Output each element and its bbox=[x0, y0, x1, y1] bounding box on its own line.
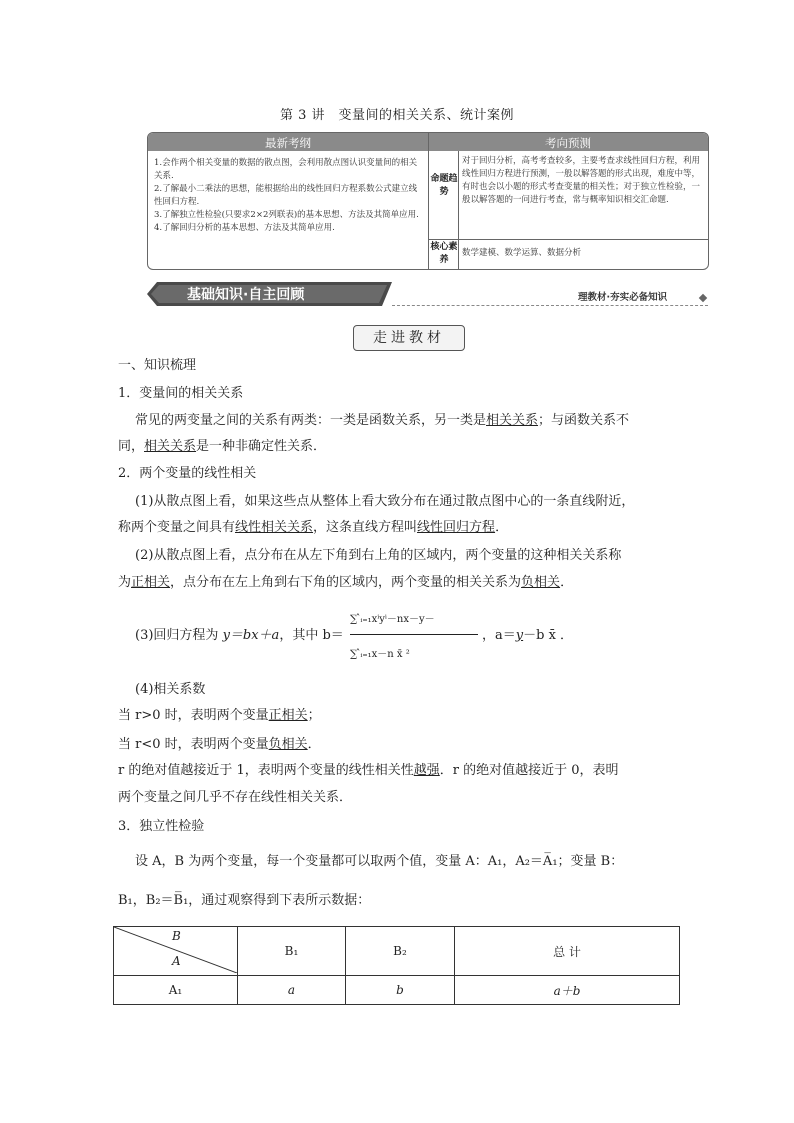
table-cell: a bbox=[238, 976, 346, 1005]
formula-numerator: ∑ ̂ᵢ₌₁xⁱyⁱ－nx－y－ bbox=[350, 614, 435, 625]
paragraph: (1)从散点图上看，如果这些点从整体上看大致分布在通过散点图中心的一条直线附近， bbox=[135, 494, 635, 509]
table-header-cell: 总 计 bbox=[455, 927, 680, 976]
table-row bbox=[114, 976, 680, 1005]
paragraph: (4)相关系数 bbox=[135, 682, 206, 697]
paragraph: 同，相关关系是一种非确定性关系． bbox=[118, 439, 327, 454]
paragraph: (3)回归方程为 y＝bx＋a，其中 b＝ bbox=[135, 628, 344, 643]
paragraph: 当 r<0 时，表明两个变量负相关． bbox=[118, 737, 321, 752]
subsection-heading: 2．两个变量的线性相关 bbox=[118, 466, 257, 481]
label-divider bbox=[458, 151, 459, 269]
paragraph: B₁，B₂＝B̅₁，通过观察得到下表所示数据： bbox=[118, 893, 371, 908]
page-title: 第 3 讲 变量间的相关关系、统计案例 bbox=[279, 108, 515, 123]
paragraph: 设 A，B 为两个变量，每一个变量都可以取两个值，变量 A：A₁，A₂＝A̅₁；变量 B： bbox=[135, 854, 624, 869]
header-table bbox=[147, 132, 709, 270]
paragraph: 两个变量之间几乎不存在线性相关关系． bbox=[118, 790, 353, 805]
trend-label: 命题趋势 bbox=[430, 174, 458, 197]
paragraph: r 的绝对值越接近于 1，表明两个变量的线性相关性越强．r 的绝对值越接近于 0，表明 bbox=[118, 763, 619, 778]
diamond-icon bbox=[699, 294, 707, 302]
paragraph: ，a＝y－b x̄ ． bbox=[482, 628, 574, 643]
outline-list bbox=[154, 157, 422, 235]
outline-item: 3.了解独立性检验(只要求2×2列联表)的基本思想、方法及其简单应用. bbox=[154, 210, 419, 220]
column-divider bbox=[428, 133, 429, 269]
section-banner bbox=[147, 282, 392, 306]
table-header-cell: B₂ bbox=[346, 927, 455, 976]
table-header-cell: B₁ bbox=[238, 927, 346, 976]
banner-divider bbox=[392, 305, 708, 307]
corner-label-a: A bbox=[172, 954, 181, 968]
corner-label-b: B bbox=[172, 929, 181, 943]
subsection-heading: 3．独立性检验 bbox=[118, 819, 205, 834]
core-text: 数学建模、数学运算、数据分析 bbox=[462, 248, 582, 258]
paragraph: 为正相关，点分布在左上角到右下角的区域内，两个变量的相关关系为负相关． bbox=[118, 575, 574, 590]
formula-denominator: ∑ ̂ᵢ₌₁x－n x̄ ² bbox=[350, 649, 410, 660]
table-cell: a＋b bbox=[455, 976, 680, 1005]
outline-item: 4.了解回归分析的基本思想、方法及其简单应用. bbox=[154, 223, 335, 233]
outline-item: 2.了解最小二乘法的思想，能根据给出的线性回归方程系数公式建立线性回归方程. bbox=[154, 184, 418, 207]
section-heading: 一、知识梳理 bbox=[118, 358, 197, 373]
banner-text: 基础知识·自主回顾 bbox=[187, 287, 305, 303]
paragraph: 称两个变量之间具有线性相关关系，这条直线方程叫线性回归方程． bbox=[118, 520, 509, 535]
table-corner-cell bbox=[114, 927, 238, 976]
paragraph: 当 r>0 时，表明两个变量正相关； bbox=[118, 708, 321, 723]
banner-subtitle: 理教材·夯实必备知识 bbox=[578, 292, 668, 303]
paragraph: (2)从散点图上看，点分布在从左下角到右上角的区域内，两个变量的这种相关关系称 bbox=[135, 548, 622, 563]
section-badge: 走进教材 bbox=[353, 325, 465, 351]
trend-text: 对于回归分析，高考考查较多，主要考查求线性回归方程，利用线性回归方程进行预测，一般以解答题的形式出现，难度中等，有时也会以小题的形式考查变量的相关性；对于独立性检验，一般以解答题的一问进行考查，常与概率知识相交汇命题. bbox=[462, 156, 701, 205]
row-divider bbox=[428, 239, 708, 240]
col-trend-head: 考向预测 bbox=[545, 136, 591, 150]
subsection-heading: 1．变量间的相关关系 bbox=[118, 386, 244, 401]
contingency-table bbox=[113, 926, 680, 1005]
core-label: 核心素养 bbox=[430, 242, 458, 265]
outline-item: 1.会作两个相关变量的数据的散点图，会利用散点图认识变量间的相关关系. bbox=[154, 158, 418, 181]
table-cell: b bbox=[346, 976, 455, 1005]
fraction-bar bbox=[350, 634, 478, 635]
col-outline-head: 最新考纲 bbox=[265, 136, 311, 150]
table-cell: A₁ bbox=[114, 976, 238, 1005]
paragraph: 常见的两变量之间的关系有两类：一类是函数关系，另一类是相关关系；与函数关系不 bbox=[135, 413, 630, 428]
